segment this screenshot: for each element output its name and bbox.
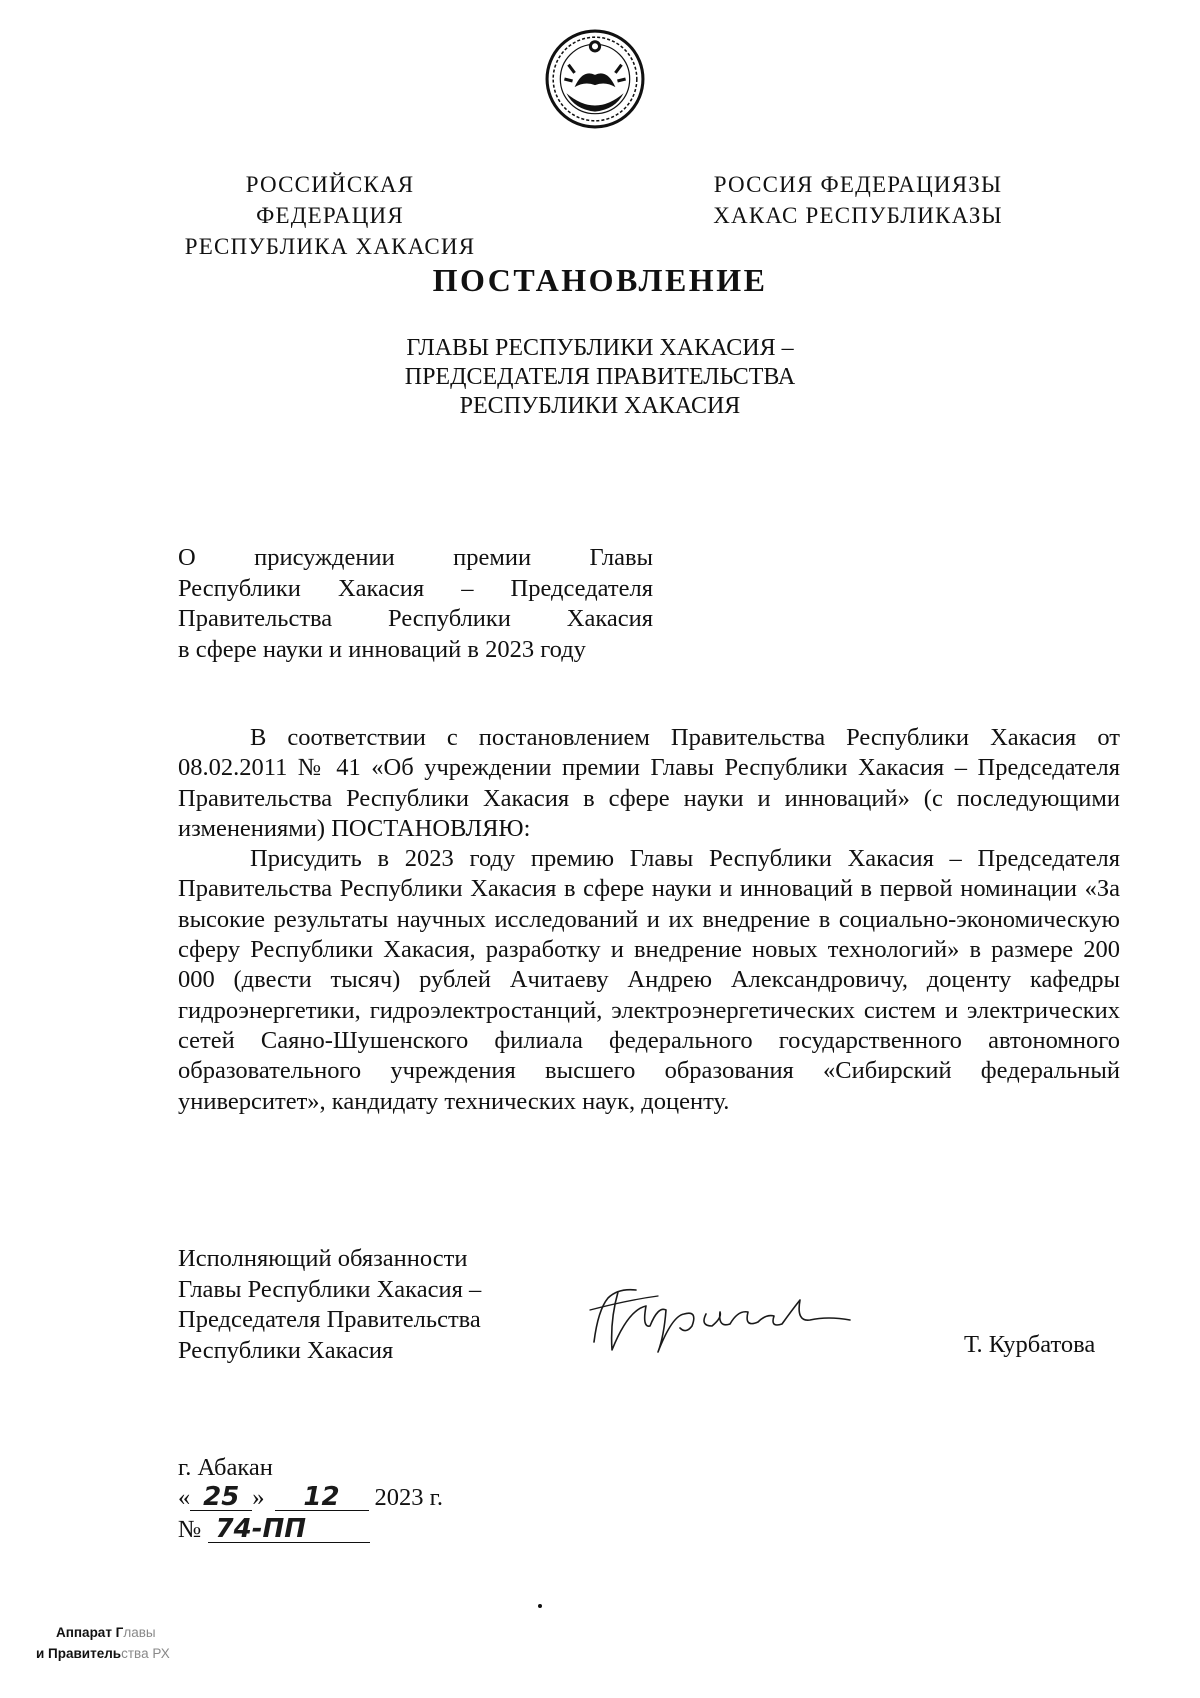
stamp-line1-bold: Аппарат Г: [56, 1625, 124, 1640]
stamp-line1-faded: лавы: [123, 1625, 156, 1640]
document-number: [178, 1516, 370, 1544]
document-body: [178, 723, 1120, 1117]
subject-line2: Республики Хакасия – Председателя: [178, 574, 653, 602]
header-right: [708, 169, 1008, 231]
subject-line3: Правительства Республики Хакасия: [178, 605, 653, 632]
subject-line4: в сфере науки и инноваций в 2023 году: [178, 635, 586, 663]
body-paragraph-1: В соответствии с постановлением Правительства Республики Хакасия от 08.02.2011 № 41 «Об учреждении премии Главы Республики Хакасия – Председателя Правительства Республики Хакасия в сфере науки и инноваций» (с последующими изменениями) ПОСТАНОВЛЯЮ:: [178, 724, 1120, 842]
signatory-line4: Республики Хакасия: [178, 1336, 394, 1364]
document-issuer: [300, 334, 900, 421]
document-type: ПОСТАНОВЛЕНИЕ: [432, 262, 768, 298]
stamp-line2-faded: ства РХ: [121, 1646, 170, 1661]
issuer-line1: ГЛАВЫ РЕСПУБЛИКИ ХАКАСИЯ –: [406, 335, 794, 361]
document-subject: [178, 543, 653, 665]
header-left-line1: РОССИЙСКАЯ ФЕДЕРАЦИЯ: [245, 172, 415, 228]
signatory-line1: Исполняющий обязанности: [178, 1245, 468, 1272]
scan-dot: [538, 1604, 542, 1608]
date-month: 12: [275, 1484, 369, 1511]
signatory-line3: Председателя Правительства: [178, 1306, 481, 1333]
stamp-line2-bold: и Правитель: [36, 1646, 122, 1661]
date-year: 2023 г.: [374, 1484, 444, 1511]
number-value: 74-ПП: [208, 1516, 370, 1543]
header-right-line1: РОССИЯ ФЕДЕРАЦИЯЗЫ: [713, 172, 1003, 197]
registration-stamp: [36, 1622, 170, 1664]
body-paragraph-2: Присудить в 2023 году премию Главы Республики Хакасия – Председателя Правительства Республики Хакасия в сфере науки и инноваций в первой номинации «За высокие результаты научных исследований и их внедрение в социально-экономическую сферу Республики Хакасия, разработку и внедрение новых технологий» в размере 200 000 (двести тысяч) рублей Ачитаеву Андрею Александровичу, доценту кафедры гидроэнергетики, гидроэлектростанций, электроэнергетических систем и электрических сетей Саяно-Шушенского филиала федерального государственного автономного образовательного учреждения высшего образования «Сибирский федеральный университет», кандидату технических наук, доценту.: [178, 845, 1120, 1115]
header-right-line2: ХАКАС РЕСПУБЛИКАЗЫ: [713, 203, 1003, 228]
coat-of-arms-icon: [544, 28, 646, 130]
issuer-line2: ПРЕДСЕДАТЕЛЯ ПРАВИТЕЛЬСТВА: [404, 364, 796, 390]
header-left-line2: РЕСПУБЛИКА ХАКАСИЯ: [184, 234, 476, 259]
signatory-position: [178, 1244, 518, 1366]
signer-name: Т. Курбатова: [964, 1331, 1096, 1358]
document-date: « 25 » 12 2023 г.: [178, 1482, 444, 1512]
date-day: 25: [190, 1484, 252, 1511]
issuer-line3: РЕСПУБЛИКИ ХАКАСИЯ: [459, 393, 741, 419]
city: г. Абакан: [178, 1454, 273, 1481]
header-left: [170, 169, 490, 262]
signatory-line2: Главы Республики Хакасия –: [178, 1275, 482, 1303]
subject-line1: О присуждении премии Главы: [178, 544, 653, 571]
number-prefix: №: [178, 1516, 202, 1543]
handwritten-signature: [588, 1280, 856, 1358]
